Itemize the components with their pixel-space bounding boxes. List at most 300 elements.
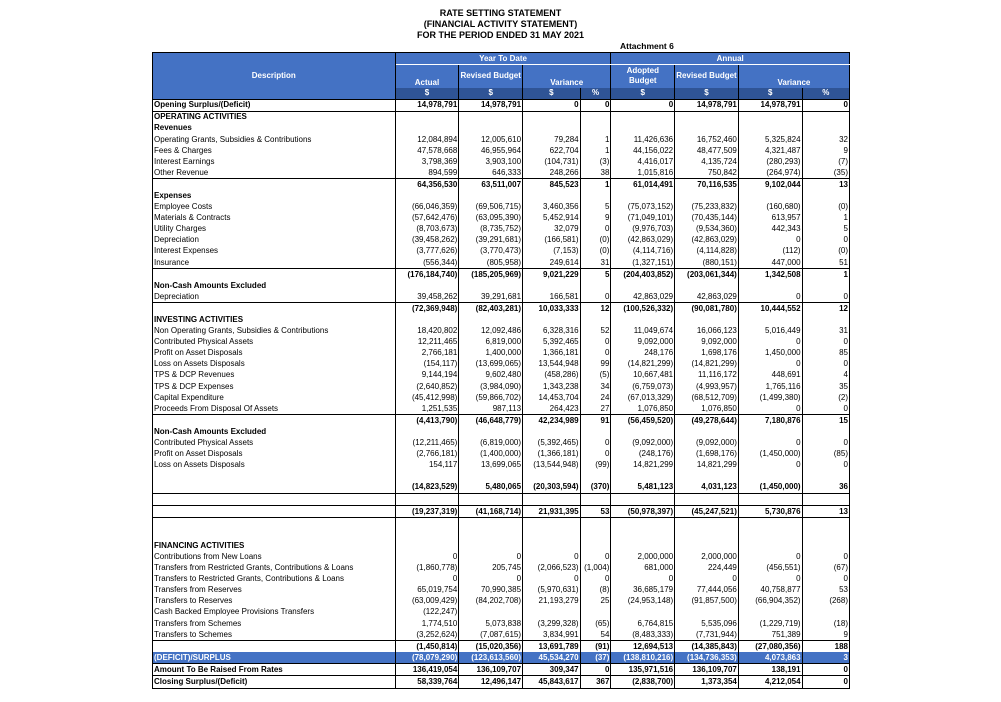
cell-value: 138,191: [738, 664, 802, 676]
cell-value: [611, 280, 675, 291]
table-row: [153, 482, 850, 494]
cell-value: [580, 123, 611, 134]
cell-value: [459, 426, 523, 437]
unit-label: $: [611, 88, 675, 100]
cell-value: 5,535,096: [675, 618, 739, 629]
cell-value: (2,066,523): [523, 563, 581, 574]
cell-value: 622,704: [523, 145, 581, 156]
cell-value: [395, 280, 459, 291]
cell-value: 4,416,017: [611, 156, 675, 167]
cell-value: [675, 518, 739, 530]
cell-value: (84,202,708): [459, 596, 523, 607]
cell-value: 0: [523, 551, 581, 562]
cell-value: [802, 190, 849, 201]
cell-value: 46,955,964: [459, 145, 523, 156]
cell-value: 3,460,356: [523, 202, 581, 213]
table-row: [153, 493, 850, 505]
cell-value: [580, 471, 611, 482]
cell-value: [523, 426, 581, 437]
cell-value: [395, 493, 459, 505]
cell-value: (268): [802, 596, 849, 607]
cell-value: 0: [802, 664, 849, 676]
cell-value: 18,420,802: [395, 326, 459, 337]
row-label: [153, 518, 396, 530]
cell-value: (2,640,852): [395, 381, 459, 392]
cell-value: (3,252,624): [395, 629, 459, 641]
row-label: Non-Cash Amounts Excluded: [153, 280, 396, 291]
row-label: Materials & Contracts: [153, 213, 396, 224]
cell-value: 0: [738, 359, 802, 370]
table-row: [153, 563, 850, 574]
cell-value: 5: [802, 224, 849, 235]
cell-value: 0: [523, 574, 581, 585]
cell-value: (56,459,520): [611, 415, 675, 427]
cell-value: [611, 426, 675, 437]
row-label: Cash Backed Employee Provisions Transfers: [153, 607, 396, 618]
cell-value: 0: [802, 235, 849, 246]
cell-value: [802, 280, 849, 291]
cell-value: (14,821,299): [675, 359, 739, 370]
cell-value: (8,735,752): [459, 224, 523, 235]
table-row: [153, 506, 850, 518]
cell-value: [580, 540, 611, 551]
cell-value: (1,327,151): [611, 257, 675, 269]
row-label: [153, 415, 396, 427]
table-row: [153, 257, 850, 269]
cell-value: 40,758,877: [738, 585, 802, 596]
table-row: [153, 246, 850, 257]
cell-value: (72,369,948): [395, 303, 459, 315]
cell-value: (45,247,521): [675, 506, 739, 518]
table-row: [153, 607, 850, 618]
row-label: Closing Surplus/(Deficit): [153, 676, 396, 688]
cell-value: (1,450,814): [395, 641, 459, 653]
cell-value: [738, 529, 802, 540]
cell-value: 3,798,369: [395, 156, 459, 167]
cell-value: 25: [580, 596, 611, 607]
row-label: Revenues: [153, 123, 396, 134]
cell-value: 188: [802, 641, 849, 653]
cell-value: 12,092,486: [459, 326, 523, 337]
cell-value: 4: [802, 370, 849, 381]
revised-budget-header: Revised Budget: [459, 65, 523, 88]
cell-value: 42,234,989: [523, 415, 581, 427]
cell-value: [611, 607, 675, 618]
cell-value: 5,452,914: [523, 213, 581, 224]
cell-value: (154,117): [395, 359, 459, 370]
cell-value: 12,694,513: [611, 641, 675, 653]
cell-value: 91: [580, 415, 611, 427]
cell-value: 14,978,791: [395, 99, 459, 111]
cell-value: [523, 111, 581, 123]
cell-value: 0: [738, 460, 802, 471]
cell-value: 3: [802, 652, 849, 664]
cell-value: [611, 518, 675, 530]
cell-value: 5,480,065: [459, 482, 523, 494]
row-label: Non-Cash Amounts Excluded: [153, 426, 396, 437]
cell-value: [611, 493, 675, 505]
cell-value: 38: [580, 167, 611, 179]
cell-value: 61,014,491: [611, 179, 675, 191]
cell-value: (5): [580, 370, 611, 381]
table-row: [153, 415, 850, 427]
cell-value: (264,974): [738, 167, 802, 179]
cell-value: (68,512,709): [675, 392, 739, 403]
cell-value: (138,810,216): [611, 652, 675, 664]
cell-value: 1,343,238: [523, 381, 581, 392]
cell-value: 0: [802, 438, 849, 449]
row-label: Loss on Assets Disposals: [153, 460, 396, 471]
row-label: Amount To Be Raised From Rates: [153, 664, 396, 676]
cell-value: (185,205,969): [459, 269, 523, 281]
table-row: [153, 291, 850, 303]
cell-value: 14,821,299: [611, 460, 675, 471]
cell-value: [459, 540, 523, 551]
cell-value: 12: [580, 303, 611, 315]
cell-value: (3): [580, 156, 611, 167]
row-label: OPERATING ACTIVITIES: [153, 111, 396, 123]
table-row: [153, 224, 850, 235]
row-label: [153, 493, 396, 505]
cell-value: 750,842: [675, 167, 739, 179]
cell-value: (67,013,329): [611, 392, 675, 403]
cell-value: 39,291,681: [459, 291, 523, 303]
cell-value: 2,000,000: [675, 551, 739, 562]
cell-value: 248,266: [523, 167, 581, 179]
cell-value: (3,299,328): [523, 618, 581, 629]
cell-value: 2,766,181: [395, 348, 459, 359]
cell-value: (7,087,615): [459, 629, 523, 641]
cell-value: [802, 471, 849, 482]
cell-value: (39,291,681): [459, 235, 523, 246]
cell-value: 14,453,704: [523, 392, 581, 403]
cell-value: [395, 471, 459, 482]
cell-value: [580, 280, 611, 291]
cell-value: [738, 493, 802, 505]
cell-value: [523, 493, 581, 505]
cell-value: 9: [802, 629, 849, 641]
cell-value: 70,116,535: [675, 179, 739, 191]
cell-value: [523, 123, 581, 134]
cell-value: (99): [580, 460, 611, 471]
cell-value: (204,403,852): [611, 269, 675, 281]
cell-value: 77,444,056: [675, 585, 739, 596]
cell-value: 166,581: [523, 291, 581, 303]
cell-value: 9,144,194: [395, 370, 459, 381]
cell-value: (4,993,957): [675, 381, 739, 392]
row-label: Contributed Physical Assets: [153, 337, 396, 348]
cell-value: (1,450,000): [738, 449, 802, 460]
row-label: Loss on Assets Disposals: [153, 359, 396, 370]
cell-value: 0: [580, 574, 611, 585]
row-label: Capital Expenditure: [153, 392, 396, 403]
cell-value: (1,400,000): [459, 449, 523, 460]
cell-value: (1,499,380): [738, 392, 802, 403]
cell-value: (71,049,101): [611, 213, 675, 224]
cell-value: [675, 280, 739, 291]
unit-label: $: [523, 88, 581, 100]
table-row: [153, 156, 850, 167]
cell-value: [802, 111, 849, 123]
cell-value: 54: [580, 629, 611, 641]
table-row: [153, 337, 850, 348]
cell-value: [802, 518, 849, 530]
cell-value: (69,506,715): [459, 202, 523, 213]
cell-value: [395, 518, 459, 530]
cell-value: 5,392,465: [523, 337, 581, 348]
unit-label: %: [580, 88, 611, 100]
cell-value: 14,978,791: [675, 99, 739, 111]
cell-value: 11,116,172: [675, 370, 739, 381]
cell-value: 31: [580, 257, 611, 269]
cell-value: 13,691,789: [523, 641, 581, 653]
cell-value: (104,731): [523, 156, 581, 167]
row-label: FINANCING ACTIVITIES: [153, 540, 396, 551]
cell-value: 249,614: [523, 257, 581, 269]
cell-value: [675, 607, 739, 618]
table-row: [153, 190, 850, 201]
cell-value: 0: [802, 551, 849, 562]
cell-value: 42,863,029: [611, 291, 675, 303]
cell-value: [580, 190, 611, 201]
cell-value: 1,076,850: [611, 403, 675, 415]
cell-value: 99: [580, 359, 611, 370]
cell-value: 367: [580, 676, 611, 688]
cell-value: (18): [802, 618, 849, 629]
cell-value: (4,114,828): [675, 246, 739, 257]
cell-value: 5,481,123: [611, 482, 675, 494]
cell-value: 0: [580, 224, 611, 235]
cell-value: 442,343: [738, 224, 802, 235]
cell-value: 205,745: [459, 563, 523, 574]
unit-label: $: [395, 88, 459, 100]
cell-value: 15: [802, 415, 849, 427]
table-row: [153, 438, 850, 449]
row-label: Transfers from Reserves: [153, 585, 396, 596]
cell-value: 4,135,724: [675, 156, 739, 167]
cell-value: (280,293): [738, 156, 802, 167]
cell-value: 1: [580, 134, 611, 145]
cell-value: 13,699,065: [459, 460, 523, 471]
cell-value: 0: [802, 403, 849, 415]
cell-value: (9,976,703): [611, 224, 675, 235]
cell-value: [611, 471, 675, 482]
cell-value: (1,860,778): [395, 563, 459, 574]
row-label: Depreciation: [153, 291, 396, 303]
actual-header: Actual: [395, 65, 459, 88]
cell-value: (8): [580, 585, 611, 596]
cell-value: [738, 123, 802, 134]
row-label: Other Revenue: [153, 167, 396, 179]
cell-value: (67): [802, 563, 849, 574]
adopted-budget-header: Adopted Budget: [611, 65, 675, 88]
cell-value: (0): [580, 246, 611, 257]
cell-value: 4,321,487: [738, 145, 802, 156]
table-row: [153, 426, 850, 437]
row-label: [153, 641, 396, 653]
cell-value: [675, 529, 739, 540]
cell-value: 48,477,509: [675, 145, 739, 156]
row-label: TPS & DCP Revenues: [153, 370, 396, 381]
cell-value: 0: [738, 403, 802, 415]
cell-value: 9,021,229: [523, 269, 581, 281]
cell-value: [738, 607, 802, 618]
cell-value: [802, 493, 849, 505]
cell-value: [738, 280, 802, 291]
cell-value: 0: [802, 99, 849, 111]
report-title: RATE SETTING STATEMENT: [439, 8, 562, 18]
cell-value: 1,015,816: [611, 167, 675, 179]
row-label: Contributed Physical Assets: [153, 438, 396, 449]
cell-value: 1,076,850: [675, 403, 739, 415]
cell-value: 0: [738, 438, 802, 449]
cell-value: 0: [580, 337, 611, 348]
cell-value: 0: [580, 438, 611, 449]
cell-value: 0: [802, 460, 849, 471]
cell-value: [580, 518, 611, 530]
cell-value: [675, 493, 739, 505]
cell-value: (50,978,397): [611, 506, 675, 518]
cell-value: 154,117: [395, 460, 459, 471]
cell-value: (41,168,714): [459, 506, 523, 518]
cell-value: 0: [738, 235, 802, 246]
cell-value: 5,016,449: [738, 326, 802, 337]
annual-header: Annual: [611, 53, 850, 65]
cell-value: 10,033,333: [523, 303, 581, 315]
cell-value: [738, 471, 802, 482]
cell-value: (134,736,353): [675, 652, 739, 664]
cell-value: 12,005,610: [459, 134, 523, 145]
table-row: [153, 460, 850, 471]
cell-value: (248,176): [611, 449, 675, 460]
cell-value: (20,303,594): [523, 482, 581, 494]
cell-value: [675, 426, 739, 437]
cell-value: (0): [580, 235, 611, 246]
cell-value: (1,366,181): [523, 449, 581, 460]
cell-value: (65): [580, 618, 611, 629]
cell-value: (2,838,700): [611, 676, 675, 688]
cell-value: (14,823,529): [395, 482, 459, 494]
cell-value: 65,019,754: [395, 585, 459, 596]
cell-value: (9,534,360): [675, 224, 739, 235]
cell-value: (123,613,560): [459, 652, 523, 664]
table-row: [153, 551, 850, 562]
cell-value: [611, 314, 675, 325]
cell-value: (0): [802, 202, 849, 213]
table-row: [153, 641, 850, 653]
cell-value: (91,857,500): [675, 596, 739, 607]
cell-value: 9,092,000: [675, 337, 739, 348]
cell-value: 6,764,815: [611, 618, 675, 629]
unit-label: $: [738, 88, 802, 100]
cell-value: [611, 540, 675, 551]
cell-value: (13,699,065): [459, 359, 523, 370]
table-row: [153, 518, 850, 530]
cell-value: (556,344): [395, 257, 459, 269]
cell-value: 24: [580, 392, 611, 403]
cell-value: 0: [802, 574, 849, 585]
cell-value: 264,423: [523, 403, 581, 415]
cell-value: (14,821,299): [611, 359, 675, 370]
report-period: FOR THE PERIOD ENDED 31 MAY 2021: [416, 30, 585, 40]
cell-value: [675, 190, 739, 201]
cell-value: [459, 111, 523, 123]
cell-value: (85): [802, 449, 849, 460]
row-label: Transfers to Restricted Grants, Contributions & Loans: [153, 574, 396, 585]
cell-value: [395, 529, 459, 540]
cell-value: 39,458,262: [395, 291, 459, 303]
cell-value: (122,247): [395, 607, 459, 618]
table-row: [153, 314, 850, 325]
rate-setting-table: [152, 52, 850, 689]
table-row: [153, 540, 850, 551]
cell-value: (5,970,631): [523, 585, 581, 596]
cell-value: 12,211,465: [395, 337, 459, 348]
table-row: [153, 202, 850, 213]
cell-value: 0: [459, 551, 523, 562]
cell-value: 0: [802, 359, 849, 370]
cell-value: [459, 493, 523, 505]
cell-value: 36,685,179: [611, 585, 675, 596]
table-row: [153, 359, 850, 370]
cell-value: 9,092,000: [611, 337, 675, 348]
table-row: [153, 179, 850, 191]
row-label: [153, 269, 396, 281]
cell-value: [459, 314, 523, 325]
cell-value: 5,325,824: [738, 134, 802, 145]
cell-value: 9,602,480: [459, 370, 523, 381]
unit-label: $: [459, 88, 523, 100]
cell-value: [738, 314, 802, 325]
cell-value: [395, 540, 459, 551]
cell-value: 58,339,764: [395, 676, 459, 688]
cell-value: 248,176: [611, 348, 675, 359]
row-label: Contributions from New Loans: [153, 551, 396, 562]
cell-value: (880,151): [675, 257, 739, 269]
table-row: [153, 664, 850, 676]
cell-value: 9: [802, 145, 849, 156]
cell-value: 14,978,791: [459, 99, 523, 111]
cell-value: 5,073,838: [459, 618, 523, 629]
row-label: Proceeds From Disposal Of Assets: [153, 403, 396, 415]
cell-value: 0: [459, 574, 523, 585]
row-label: Employee Costs: [153, 202, 396, 213]
cell-value: (42,863,029): [611, 235, 675, 246]
cell-value: (78,079,290): [395, 652, 459, 664]
row-label: Opening Surplus/(Deficit): [153, 99, 396, 111]
cell-value: 1,400,000: [459, 348, 523, 359]
cell-value: 1,450,000: [738, 348, 802, 359]
cell-value: [675, 314, 739, 325]
cell-value: (42,863,029): [675, 235, 739, 246]
cell-value: [395, 111, 459, 123]
cell-value: [580, 493, 611, 505]
cell-value: 681,000: [611, 563, 675, 574]
cell-value: (39,458,262): [395, 235, 459, 246]
table-row: [153, 652, 850, 664]
row-label: [153, 482, 396, 494]
row-label: Profit on Asset Disposals: [153, 348, 396, 359]
table-row: [153, 381, 850, 392]
cell-value: [580, 426, 611, 437]
cell-value: (1,004): [580, 563, 611, 574]
cell-value: 21,931,395: [523, 506, 581, 518]
cell-value: (15,020,356): [459, 641, 523, 653]
cell-value: 64,356,530: [395, 179, 459, 191]
cell-value: 447,000: [738, 257, 802, 269]
cell-value: 0: [802, 291, 849, 303]
cell-value: (75,233,832): [675, 202, 739, 213]
